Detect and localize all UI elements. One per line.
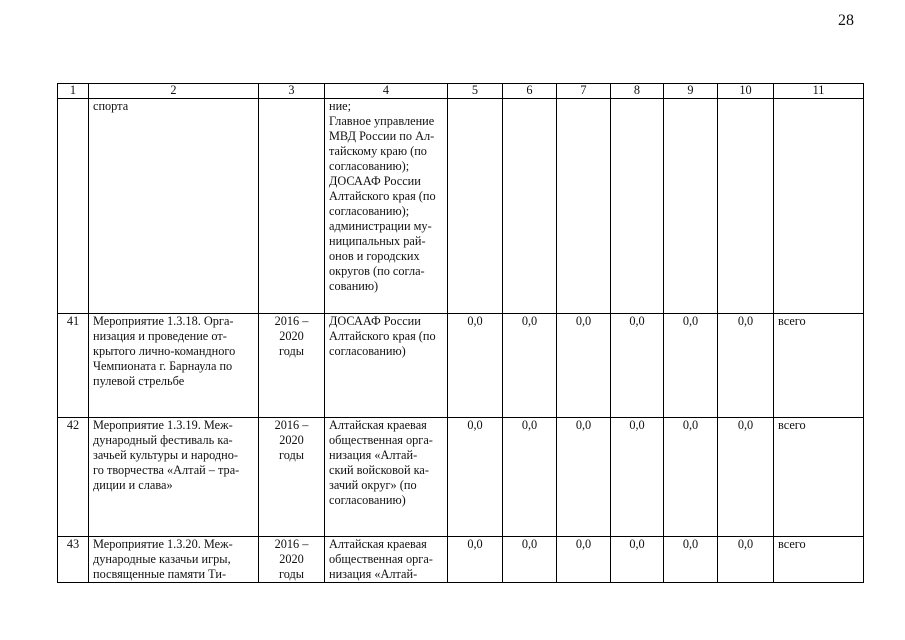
years-line: годы: [278, 567, 305, 581]
program-table: [57, 83, 864, 583]
value-cell: 0,0: [718, 418, 774, 537]
page-number: 28: [838, 12, 854, 29]
column-header: 3: [259, 84, 325, 99]
value-cell: 0,0: [718, 537, 774, 583]
years-line: 2016 –: [274, 537, 309, 551]
executor-line: ДОСААФ России: [329, 314, 421, 328]
value-cell: 0,0: [557, 537, 611, 583]
executor-line: ДОСААФ России: [329, 174, 421, 188]
years-line: 2020: [279, 552, 304, 566]
years-line: 2020: [279, 329, 304, 343]
years-line: 2020: [279, 433, 304, 447]
value-cell: [611, 99, 664, 314]
executor-line: ский войсковой ка-: [329, 463, 429, 477]
event-cell: [89, 418, 259, 537]
event-line: диции и слава»: [93, 478, 173, 492]
executor-line: зачий округ» (по: [329, 478, 417, 492]
years-line: годы: [278, 344, 305, 358]
value-cell: 0,0: [611, 418, 664, 537]
column-number-row: [58, 84, 864, 99]
executor-line: онов и городских: [329, 249, 420, 263]
column-header: 6: [503, 84, 557, 99]
value-cell: 0,0: [448, 537, 503, 583]
event-line: Мероприятие 1.3.20. Меж-: [93, 537, 233, 551]
table-row: [58, 314, 864, 418]
executor-line: согласованию): [329, 493, 406, 507]
source-cell: всего: [774, 537, 864, 583]
source-cell: всего: [774, 418, 864, 537]
column-header: 8: [611, 84, 664, 99]
column-header: 9: [664, 84, 718, 99]
executor-line: согласованию): [329, 344, 406, 358]
column-header: 10: [718, 84, 774, 99]
event-cell: [89, 314, 259, 418]
executor-line: тайскому краю (по: [329, 144, 427, 158]
event-line: дународный фестиваль ка-: [93, 433, 233, 447]
executor-line: низация «Алтай-: [329, 448, 418, 462]
continuation-row: [58, 99, 864, 314]
column-header: 7: [557, 84, 611, 99]
value-cell: 0,0: [448, 418, 503, 537]
table-row: [58, 418, 864, 537]
event-line: пулевой стрельбе: [93, 374, 185, 388]
event-line: зачьей культуры и народно-: [93, 448, 238, 462]
executor-line: Алтайского края (по: [329, 329, 436, 343]
value-cell: 0,0: [448, 314, 503, 418]
value-cell: [448, 99, 503, 314]
executor-line: Алтайского края (по: [329, 189, 436, 203]
column-header: 4: [325, 84, 448, 99]
row-number-cell: [58, 99, 89, 314]
value-cell: 0,0: [664, 418, 718, 537]
value-cell: [503, 99, 557, 314]
executor-line: согласованию);: [329, 159, 410, 173]
executor-line: согласованию);: [329, 204, 410, 218]
value-cell: 0,0: [557, 418, 611, 537]
value-cell: [718, 99, 774, 314]
value-cell: 0,0: [664, 537, 718, 583]
executor-line: ние;: [329, 99, 352, 113]
value-cell: 0,0: [664, 314, 718, 418]
row-number-cell: 43: [58, 537, 89, 583]
row-number-cell: 41: [58, 314, 89, 418]
executor-line: низация «Алтай-: [329, 567, 418, 581]
event-line: посвященные памяти Ти-: [93, 567, 227, 581]
years-line: 2016 –: [274, 314, 309, 328]
executor-cell: [325, 537, 448, 583]
value-cell: [557, 99, 611, 314]
years-cell: [259, 99, 325, 314]
years-cell: [259, 537, 325, 583]
column-header: 5: [448, 84, 503, 99]
event-line: Мероприятие 1.3.18. Орга-: [93, 314, 234, 328]
years-cell: [259, 418, 325, 537]
value-cell: 0,0: [503, 418, 557, 537]
executor-line: общественная орга-: [329, 433, 433, 447]
value-cell: 0,0: [557, 314, 611, 418]
executor-cell: [325, 418, 448, 537]
executor-line: Алтайская краевая: [329, 418, 427, 432]
event-line: низация и проведение от-: [93, 329, 227, 343]
executor-line: общественная орга-: [329, 552, 433, 566]
row-number-cell: 42: [58, 418, 89, 537]
source-cell: всего: [774, 314, 864, 418]
value-cell: 0,0: [718, 314, 774, 418]
event-line: го творчества «Алтай – тра-: [93, 463, 240, 477]
event-cell: [89, 99, 259, 314]
executor-line: администрации му-: [329, 219, 432, 233]
event-line: Мероприятие 1.3.19. Меж-: [93, 418, 233, 432]
executor-line: сованию): [329, 279, 379, 293]
event-cell: [89, 537, 259, 583]
executor-line: Алтайская краевая: [329, 537, 427, 551]
table-row: [58, 537, 864, 583]
executor-cell: [325, 314, 448, 418]
executor-line: ниципальных рай-: [329, 234, 426, 248]
years-cell: [259, 314, 325, 418]
value-cell: 0,0: [503, 314, 557, 418]
event-line: Чемпионата г. Барнаула по: [93, 359, 233, 373]
executor-cell: [325, 99, 448, 314]
value-cell: 0,0: [503, 537, 557, 583]
event-text: спорта: [93, 99, 129, 113]
value-cell: [664, 99, 718, 314]
event-line: крытого лично-командного: [93, 344, 236, 358]
years-line: годы: [278, 448, 305, 462]
value-cell: 0,0: [611, 314, 664, 418]
column-header: 1: [58, 84, 89, 99]
event-line: дународные казачьи игры,: [93, 552, 231, 566]
executor-line: МВД России по Ал-: [329, 129, 435, 143]
column-header: 2: [89, 84, 259, 99]
value-cell: 0,0: [611, 537, 664, 583]
source-cell: [774, 99, 864, 314]
executor-line: округов (по согла-: [329, 264, 425, 278]
column-header: 11: [774, 84, 864, 99]
executor-line: Главное управление: [329, 114, 435, 128]
years-line: 2016 –: [274, 418, 309, 432]
